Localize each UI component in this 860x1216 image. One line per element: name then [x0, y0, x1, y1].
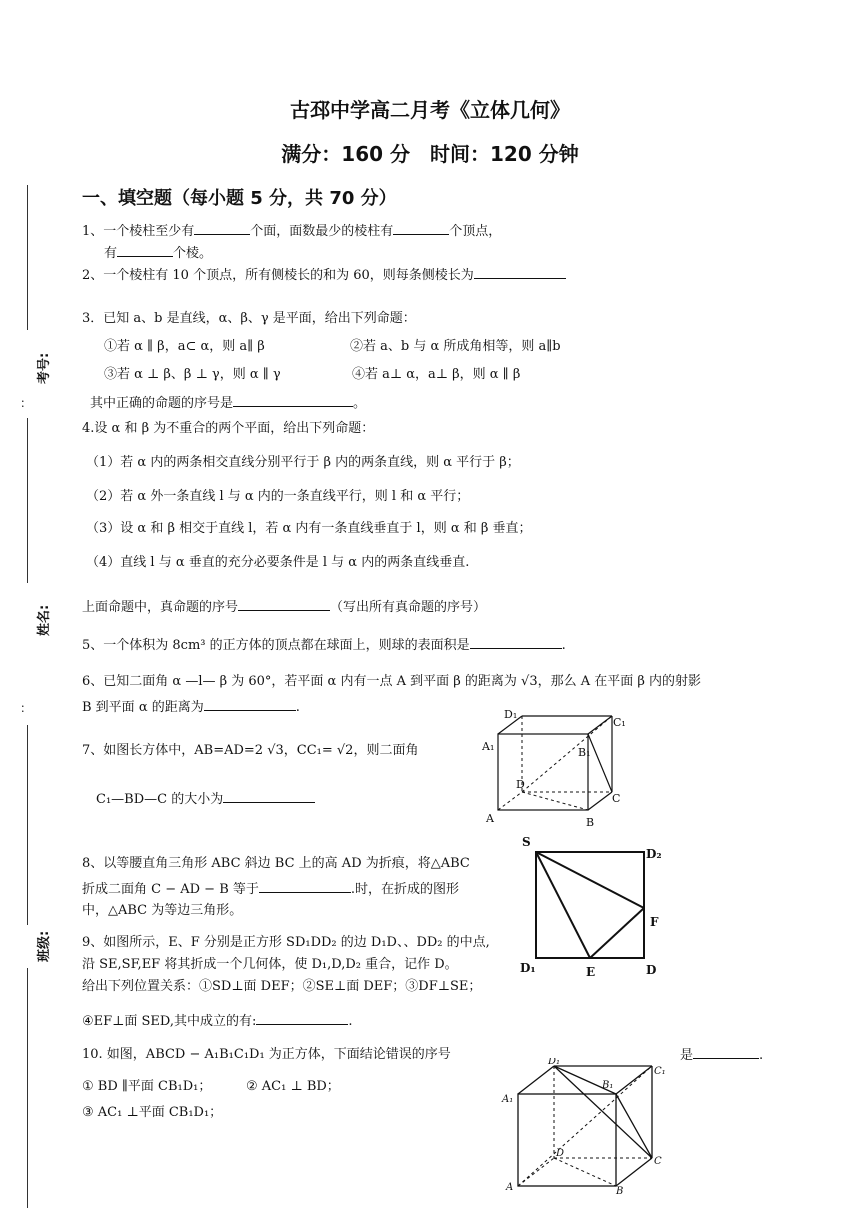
q10-end: . — [759, 1048, 764, 1063]
question-6: 6、已知二面角 α —l— β 为 60°，若平面 α 内有一点 A 到平面 β 的距离为 √3，那么 A 在平面 β 内的射影 — [82, 674, 702, 689]
label-A1: A₁ — [502, 1094, 514, 1105]
answer-blank[interactable] — [474, 266, 566, 279]
answer-blank[interactable] — [194, 222, 250, 235]
question-9-line3: 给出下列位置关系：①SD⊥面 DEF；②SE⊥面 DEF；③DF⊥SE； — [82, 979, 482, 994]
question-7-line2 — [96, 790, 315, 809]
q4-ask-text: 上面命题中，真命题的序号 — [82, 600, 239, 615]
section-heading: 一、填空题（每小题 5 分，共 70 分） — [82, 188, 397, 209]
q5-text: 5、一个体积为 8cm³ 的正方体的顶点都在球面上，则球的表面积是 — [82, 638, 470, 653]
q10-option-3: ③ AC₁ ⊥平面 CB₁D₁； — [82, 1105, 223, 1120]
question-1 — [82, 222, 501, 241]
q4-proposition-2: （2）若 α 外一条直线 l 与 α 内的一条直线平行，则 l 和 α 平行； — [86, 489, 470, 504]
label-A1: A₁ — [482, 740, 495, 753]
side-label-banji: 班级: — [37, 930, 52, 962]
answer-blank[interactable] — [233, 394, 353, 407]
q2-text: 2、一个棱柱有 10 个顶点，所有侧棱长的和为 60，则每条侧棱长为 — [82, 268, 474, 283]
binding-line — [27, 418, 28, 583]
q4-proposition-4: （4）直线 l 与 α 垂直的充分必要条件是 l 与 α 内的两条直线垂直. — [86, 555, 470, 570]
question-5 — [82, 636, 566, 655]
q8-text: 折成二面角 C − AD − B 等于 — [82, 882, 259, 897]
q9-end: . — [348, 1014, 353, 1029]
answer-blank[interactable] — [238, 598, 330, 611]
q10-option-2: ② AC₁ ⊥ BD； — [246, 1079, 340, 1094]
label-C1: C₁ — [654, 1066, 666, 1077]
q4-proposition-3: （3）设 α 和 β 相交于直线 l，若 α 内有一条直线垂直于 l，则 α 和 β 垂直； — [86, 521, 532, 536]
label-C: C — [612, 792, 621, 805]
q1-text: 个棱。 — [173, 246, 213, 261]
label-A: A — [506, 1182, 514, 1193]
question-8-line3: 中，△ABC 为等边三角形。 — [82, 903, 243, 918]
side-label-kaohao: 考号: — [37, 352, 52, 384]
answer-blank[interactable] — [256, 1012, 348, 1025]
question-4-stem: 4.设 α 和 β 为不重合的两个平面，给出下列命题： — [82, 421, 375, 436]
figure-7-cuboid — [478, 706, 628, 832]
label-C: C — [654, 1156, 662, 1167]
label-F: F — [650, 915, 659, 929]
answer-blank[interactable] — [117, 244, 173, 257]
figure-9-square — [512, 832, 672, 982]
binding-line — [27, 185, 28, 330]
label-D1: D₁ — [504, 708, 518, 721]
q1-text: 个面，面数最少的棱柱有 — [250, 224, 394, 239]
question-7: 7、如图长方体中，AB=AD=2 √3，CC₁= √2，则二面角 — [82, 743, 419, 758]
question-6-line2 — [82, 698, 300, 717]
q9-text: ④EF⊥面 SED,其中成立的有: — [82, 1014, 257, 1029]
page-subtitle: 满分：160 分 时间：120 分钟 — [281, 142, 579, 166]
label-D1: D₁ — [520, 961, 536, 975]
label-D2: D₂ — [646, 847, 662, 861]
question-2 — [82, 266, 566, 285]
label-C1: C₁ — [613, 716, 626, 729]
q3-proposition-2: ②若 a、b 与 α 所成角相等，则 a∥b — [350, 339, 561, 354]
q3-end: 。 — [353, 396, 367, 411]
q1-text: 有 — [104, 246, 118, 261]
q5-end: . — [561, 638, 566, 653]
q3-proposition-4: ④若 a⊥ α，a⊥ β，则 α ∥ β — [352, 367, 521, 382]
question-9-line4 — [82, 1012, 353, 1031]
label-D: D — [516, 778, 525, 791]
label-D1: D₁ — [548, 1058, 561, 1067]
label-A: A — [486, 812, 494, 825]
question-8-line2 — [82, 880, 459, 899]
page-title: 古邳中学高二月考《立体几何》 — [290, 98, 570, 122]
q7-text: C₁—BD—C 的大小为 — [96, 792, 224, 807]
question-8: 8、以等腰直角三角形 ABC 斜边 BC 上的高 AD 为折痕，将△ABC — [82, 856, 470, 871]
answer-blank[interactable] — [693, 1046, 759, 1059]
q10-option-1: ① BD ∥平面 CB₁D₁； — [82, 1079, 212, 1094]
question-9: 9、如图所示，E、F 分别是正方形 SD₁DD₂ 的边 D₁D、、DD₂ 的中点, — [82, 935, 490, 950]
q3-ask-text: 其中正确的命题的序号是 — [90, 396, 234, 411]
question-10: 10. 如图，ABCD − A₁B₁C₁D₁ 为正方体，下面结论错误的序号 — [82, 1047, 451, 1062]
binding-line — [27, 968, 28, 1208]
q4-ask — [82, 598, 486, 617]
label-B1: B₁ — [578, 746, 591, 759]
label-S: S — [522, 835, 531, 849]
question-10-answer — [680, 1046, 763, 1065]
q6-text: B 到平面 α 的距离为 — [82, 700, 204, 715]
q10-text: 是 — [680, 1048, 694, 1063]
label-B: B — [586, 816, 595, 829]
question-9-line2: 沿 SE,SF,EF 将其折成一个几何体，使 D₁,D,D₂ 重合，记作 D。 — [82, 957, 458, 972]
q4-note: （写出所有真命题的序号） — [330, 600, 487, 615]
answer-blank[interactable] — [470, 636, 562, 649]
q4-proposition-1: （1）若 α 内的两条相交直线分别平行于 β 内的两条直线，则 α 平行于 β； — [86, 455, 520, 470]
answer-blank[interactable] — [204, 698, 296, 711]
q3-ask — [90, 394, 366, 413]
label-D: D — [556, 1148, 565, 1159]
question-1-line2 — [104, 244, 212, 263]
answer-blank[interactable] — [393, 222, 449, 235]
label-B: B — [616, 1186, 624, 1196]
side-colon: ： — [20, 701, 33, 715]
q8-text: .时，在折成的图形 — [350, 882, 460, 897]
answer-blank[interactable] — [259, 880, 351, 893]
side-colon: ： — [20, 396, 33, 410]
q1-text: 1、一个棱柱至少有 — [82, 224, 195, 239]
q6-end: . — [295, 700, 300, 715]
figure-10-cube — [498, 1058, 670, 1196]
answer-blank[interactable] — [223, 790, 315, 803]
label-E: E — [586, 965, 596, 979]
side-label-xingming: 姓名: — [37, 604, 52, 636]
question-3-stem: 3．已知 a、b 是直线，α、β、γ 是平面，给出下列命题： — [82, 311, 416, 326]
label-B1: B₁ — [602, 1080, 614, 1091]
q3-proposition-3: ③若 α ⊥ β、β ⊥ γ，则 α ∥ γ — [104, 367, 281, 382]
binding-line — [27, 725, 28, 925]
q1-text: 个顶点， — [449, 224, 502, 239]
label-D: D — [646, 963, 657, 977]
q3-proposition-1: ①若 α ∥ β，a⊂ α，则 a∥ β — [104, 339, 265, 354]
